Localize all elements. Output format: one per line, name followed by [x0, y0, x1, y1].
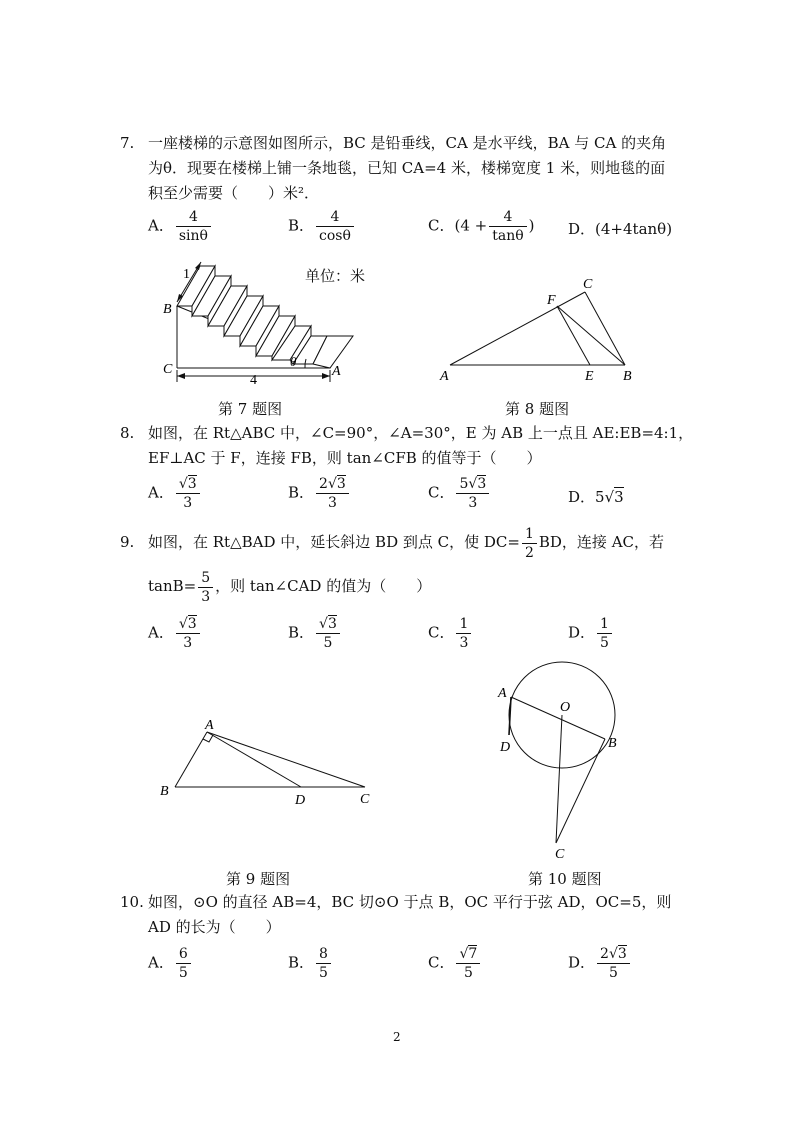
svg-text:A: A [205, 718, 214, 733]
q7-figure-caption: 第 7 题图 [218, 400, 283, 418]
q7-option-c: C．(4 + $\frac{4}{\tan\theta}$ ) [428, 209, 535, 244]
svg-text:D: D [500, 740, 511, 755]
q10-option-b: B． $\frac{8}{5}$ [288, 945, 333, 982]
svg-text:θ: θ [290, 354, 297, 369]
q9-option-c: C． $\frac{1}{3}$ [428, 615, 473, 652]
svg-text:C: C [163, 362, 173, 377]
q7-line-2: 为θ．现要在楼梯上铺一条地毯，已知 CA=4 米，楼梯宽度 1 米，则地毯的面 [148, 159, 666, 177]
svg-text:E: E [585, 369, 594, 384]
svg-text:C: C [555, 847, 565, 862]
q7-option-d: D．(4+4tanθ) [568, 220, 673, 238]
svg-text:A: A [498, 686, 507, 701]
q8-figure-caption: 第 8 题图 [505, 400, 570, 418]
svg-text:B: B [163, 302, 172, 317]
q8-option-a: A． $\frac{√3}{3}$ [148, 475, 202, 512]
q8-line-2: EF⊥AC 于 F，连接 FB，则 tan∠CFB 的值等于（ ） [148, 449, 542, 467]
q9-figure-caption: 第 9 题图 [226, 870, 291, 888]
q10-option-c: C． $\frac{√7}{5}$ [428, 945, 482, 982]
q8-number: 8. [120, 424, 135, 442]
q10-number: 10. [120, 893, 144, 911]
q8-option-d: D．5√3 [568, 488, 624, 506]
q7-option-b: B． $\frac{4}{\cos\theta}$ [288, 208, 356, 245]
q10-option-d: D． $\frac{2√3}{5}$ [568, 945, 632, 982]
svg-text:A: A [440, 369, 449, 384]
svg-text:D: D [295, 793, 306, 808]
q9-line-1: 如图，在 Rt△BAD 中，延长斜边 BD 到点 C，使 DC= $\frac{1}{2}$ BD，连接 AC，若 [148, 525, 665, 561]
svg-text:B: B [160, 784, 169, 799]
svg-text:A: A [332, 364, 341, 379]
svg-text:C: C [583, 277, 593, 292]
q10-line-1: 如图，⊙O 的直径 AB=4，BC 切⊙O 于点 B，OC 平行于弦 AD，OC=5，则 [148, 893, 672, 911]
q7-label-width: 1 [183, 267, 190, 282]
q10-figure-caption: 第 10 题图 [528, 870, 602, 888]
q8-triangle-figure [435, 268, 645, 388]
svg-text:B: B [623, 369, 632, 384]
q9-line-2: tanB= $\frac{5}{3}$ ，则 tan∠CAD 的值为（ ） [148, 569, 432, 605]
q9-number: 9. [120, 533, 135, 551]
q7-unit-label: 单位：米 [305, 267, 366, 285]
q8-option-c: C． $\frac{5√3}{3}$ [428, 475, 491, 512]
q10-line-2: AD 的长为（ ） [148, 918, 281, 936]
q9-option-d: D． $\frac{1}{5}$ [568, 615, 614, 652]
q7-option-a: A． $\frac{4}{\sin\theta}$ [148, 208, 213, 245]
q9-triangle-figure [155, 715, 385, 810]
svg-text:F: F [547, 293, 556, 308]
q7-line-1: 一座楼梯的示意图如图所示，BC 是铅垂线，CA 是水平线，BA 与 CA 的夹角 [148, 134, 667, 152]
q9-option-b: B． $\frac{√3}{5}$ [288, 615, 342, 652]
q10-circle-figure [490, 655, 630, 865]
q8-option-b: B． $\frac{2√3}{3}$ [288, 475, 351, 512]
svg-text:O: O [560, 700, 571, 715]
q10-option-a: A． $\frac{6}{5}$ [148, 945, 193, 982]
page-number: 2 [393, 1030, 401, 1044]
q8-line-1: 如图，在 Rt△ABC 中，∠C=90°，∠A=30°，E 为 AB 上一点且 AE:EB=4:1， [148, 424, 694, 442]
q7-line-3: 积至少需要（ ）米²． [148, 184, 320, 202]
q7-number: 7. [120, 134, 135, 152]
svg-text:C: C [360, 792, 370, 807]
svg-text:B: B [608, 736, 617, 751]
q9-option-a: A． $\frac{√3}{3}$ [148, 615, 202, 652]
svg-text:4: 4 [250, 373, 257, 388]
